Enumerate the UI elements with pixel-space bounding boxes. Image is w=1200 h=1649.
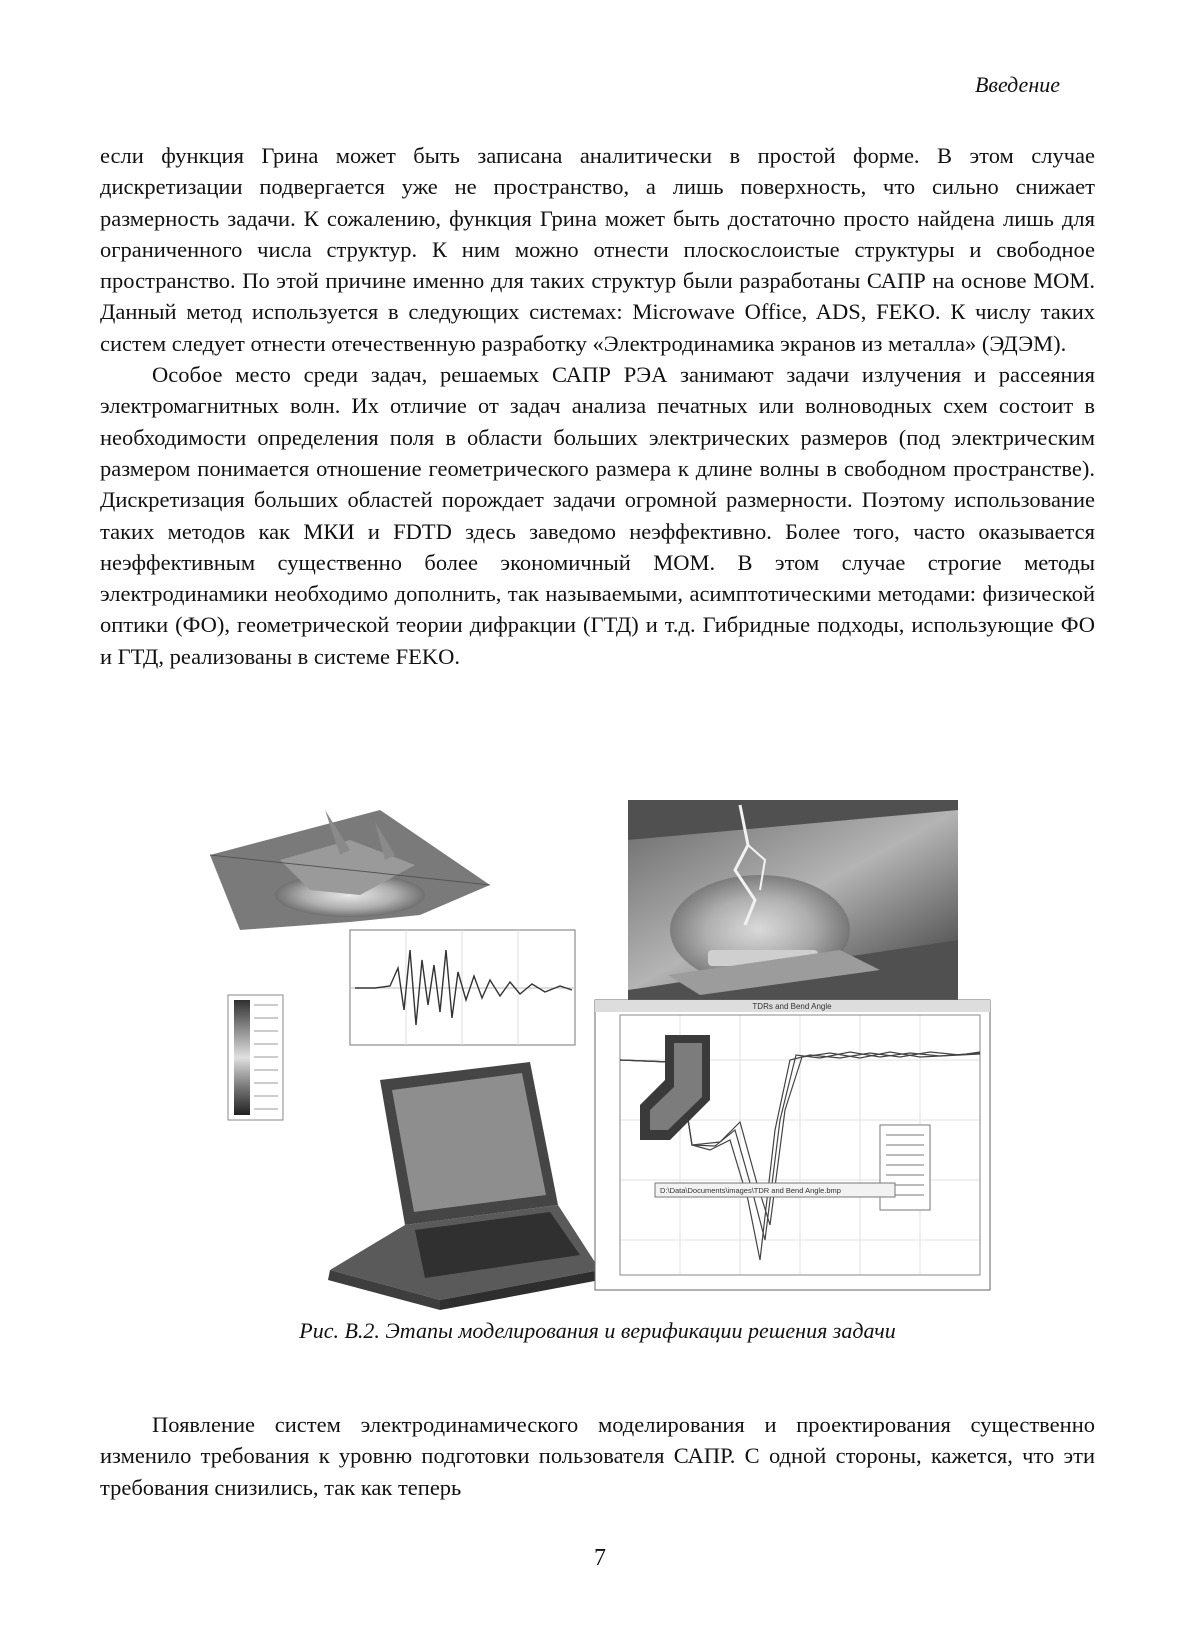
paragraph-green-function: если функция Грина может быть записана аналитически в простой форме. В этом случае дискретизации подвергается уже не пространство, а лишь поверхность, что сильно снижает размерность задачи. К сожалению, функция Грина может быть достаточно просто найдена лишь для ограниченного числа структур. К ним можно отнести плоскослоистые структуры и свободное пространство. По этой причине именно для таких структур были разработаны САПР на основе МОМ. Данный метод используется в следующих системах: Microwave Office, ADS, FEKO. К числу таких систем следует отнести отечественную разработку «Электродинамика экранов из металла» (ЭДЭМ).: [100, 143, 1095, 356]
body-text-bottom: [100, 1409, 1095, 1503]
body-text-top: [100, 140, 1095, 672]
aircraft-simulation-image: [210, 810, 490, 930]
figure-caption: Рис. В.2. Этапы моделирования и верификации решения задачи: [299, 1318, 896, 1343]
tdr-plot: [595, 1000, 990, 1290]
figure-modeling-stages: [200, 800, 1045, 1310]
waveform-plot: [350, 930, 575, 1045]
laptop-model-image: [328, 1062, 600, 1310]
page-number: 7: [594, 1545, 606, 1571]
paragraph-cad-requirements: Появление систем электродинамического моделирования и проектирования существенно изменило требования к уровню подготовки пользователя САПР. С одной стороны, кажется, что эти требования снизились, так как теперь: [100, 1412, 1095, 1500]
lightning-field-image: [628, 800, 958, 1000]
tdr-chart-title: TDRs and Bend Angle: [752, 1002, 832, 1011]
color-scale-legend: [228, 995, 283, 1120]
running-header: Введение: [974, 72, 1060, 97]
paragraph-scattering: Особое место среди задач, решаемых САПР РЭА занимают задачи излучения и рассеяния электромагнитных волн. Их отличие от задач анализа печатных или волноводных схем состоит в необходимости определения поля в области больших электрических размеров (под электрическим размером понимается отношение геометрического размера к длине волны в свободном пространстве). Дискретизация больших областей порождает задачи огромной размерности. Поэтому использование таких методов как МКИ и FDTD здесь заведомо неэффективно. Более того, часто оказывается неэффективным существенно более экономичный МОМ. В этом случае строгие методы электродинамики необходимо дополнить, так называемыми, асимптотическими методами: физической оптики (ФО), геометрической теории дифракции (ГТД) и т.д. Гибридные подходы, использующие ФО и ГТД, реализованы в системе FEKO.: [100, 362, 1095, 669]
file-path-label: D:\Data\Documents\images\TDR and Bend Angle.bmp: [660, 1186, 841, 1195]
